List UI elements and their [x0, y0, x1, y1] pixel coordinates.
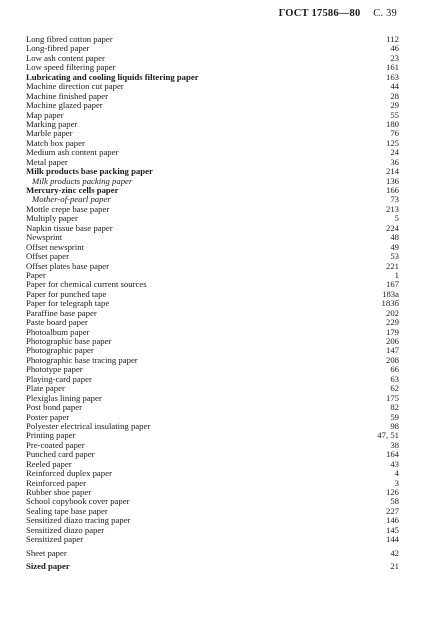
index-term: Printing paper — [26, 430, 76, 441]
index-reference-number: 213 — [385, 203, 399, 214]
index-reference-number: 202 — [385, 307, 399, 318]
index-term: Sensitized diazo paper — [26, 524, 105, 535]
index-reference-number: 47, 51 — [377, 430, 399, 441]
index-reference-number: 76 — [390, 128, 399, 139]
index-reference-number: 145 — [385, 524, 399, 535]
index-reference-number: 180 — [385, 118, 399, 129]
index-reference-number: 125 — [385, 137, 399, 148]
index-reference-number: 55 — [390, 109, 399, 120]
index-reference-number: 3 — [394, 477, 399, 488]
index-reference-number: 28 — [390, 90, 399, 101]
index-term: Milk products packing paper — [32, 175, 133, 186]
index-reference-number: 4 — [394, 468, 399, 479]
term-index-list — [0, 35, 427, 572]
index-reference-number: 214 — [385, 166, 399, 177]
index-row — [0, 535, 427, 544]
index-term: Sized paper — [26, 561, 70, 572]
index-term: Plate paper — [26, 383, 65, 394]
index-term: Rubber shoe paper — [26, 487, 92, 497]
index-term: Post bond paper — [26, 402, 82, 413]
index-reference-number: 229 — [385, 317, 399, 328]
index-reference-number: 63 — [390, 373, 399, 384]
index-term: Pre-coated paper — [26, 439, 85, 450]
index-reference-number: 46 — [390, 43, 399, 54]
index-term: Medium ash content paper — [26, 147, 119, 158]
index-term: Marking paper — [26, 118, 78, 129]
index-reference-number: 53 — [390, 251, 399, 262]
index-term: School copybook cover paper — [26, 496, 130, 507]
index-term: Offset newsprint — [26, 241, 84, 252]
index-term: Poster paper — [26, 411, 70, 422]
index-row — [0, 562, 427, 571]
index-reference-number: 112 — [386, 34, 399, 44]
index-reference-number: 58 — [390, 496, 399, 507]
index-reference-number: 42 — [390, 547, 399, 558]
index-reference-number: 48 — [390, 232, 399, 243]
standard-designation: ГОСТ 17586—80 — [278, 8, 361, 19]
index-term: Offset paper — [26, 251, 70, 262]
index-term: Playing-card paper — [26, 373, 92, 384]
index-reference-number: 175 — [385, 392, 399, 403]
index-term: Paper — [26, 269, 46, 280]
index-row — [0, 549, 427, 558]
index-row — [0, 262, 427, 271]
index-reference-number: 136 — [385, 175, 399, 186]
index-reference-number: 62 — [390, 383, 399, 394]
index-term: Photographic base tracing paper — [26, 354, 138, 365]
index-reference-number: 164 — [385, 449, 399, 460]
index-reference-number: 1 — [394, 269, 399, 280]
index-term: Machine finished paper — [26, 90, 109, 101]
index-term: Punched card paper — [26, 449, 95, 460]
index-term: Machine direction cut paper — [26, 81, 124, 92]
index-reference-number: 206 — [385, 336, 399, 346]
index-reference-number: 43 — [390, 458, 399, 469]
index-term: Long-fibred paper — [26, 43, 90, 54]
index-term: Low ash content paper — [26, 52, 105, 63]
index-term: Napkin tissue base paper — [26, 222, 113, 233]
index-reference-number: 179 — [385, 326, 399, 337]
index-row — [0, 224, 427, 233]
index-term: Machine glazed paper — [26, 100, 103, 111]
index-term: Reinforced paper — [26, 477, 87, 488]
index-reference-number: 221 — [385, 260, 399, 271]
index-reference-number: 161 — [385, 62, 399, 73]
index-term: Newsprint — [26, 232, 63, 243]
index-reference-number: 38 — [390, 439, 399, 450]
index-reference-number: 224 — [385, 222, 399, 233]
index-reference-number: 36 — [390, 156, 399, 167]
index-reference-number: 5 — [394, 213, 399, 224]
index-reference-number: 166 — [385, 185, 399, 195]
index-reference-number: 183б — [381, 298, 399, 309]
index-term: Plexiglas lining paper — [26, 392, 102, 403]
index-term: Sheet paper — [26, 547, 67, 558]
index-term: Multiply paper — [26, 213, 78, 224]
index-reference-number: 24 — [390, 147, 399, 158]
index-reference-number: 73 — [390, 194, 399, 205]
index-term: Reeled paper — [26, 458, 72, 469]
index-reference-number: 144 — [385, 534, 399, 545]
index-reference-number: 29 — [390, 100, 399, 111]
index-reference-number: 98 — [390, 420, 399, 431]
index-term: Lubricating and cooling liquids filtering paper — [26, 71, 199, 82]
index-term: Sensitized diazo tracing paper — [26, 515, 131, 526]
index-term: Paraffine base paper — [26, 307, 97, 318]
index-reference-number: 49 — [390, 241, 399, 252]
index-term: Paste board paper — [26, 317, 88, 328]
index-reference-number: 147 — [385, 345, 399, 356]
index-term: Photoalbum paper — [26, 326, 90, 337]
index-reference-number: 227 — [385, 505, 399, 516]
index-term: Low speed filtering paper — [26, 62, 116, 73]
index-term: Map paper — [26, 109, 64, 120]
index-reference-number: 208 — [385, 354, 399, 365]
page-number: С. 39 — [373, 8, 397, 19]
page-header — [279, 8, 397, 19]
index-reference-number: 59 — [390, 411, 399, 422]
index-row — [0, 101, 427, 110]
index-reference-number: 146 — [385, 515, 399, 526]
index-reference-number: 163 — [385, 71, 399, 82]
index-reference-number: 183a — [382, 288, 399, 299]
index-term: Mother-of-pearl paper — [32, 194, 111, 205]
index-term: Phototype paper — [26, 364, 83, 375]
index-term: Long fibred cotton paper — [26, 34, 113, 44]
index-term: Reinforced duplex paper — [26, 468, 112, 479]
index-term: Match box paper — [26, 137, 85, 148]
index-term: Sealing tape base paper — [26, 505, 108, 516]
index-term: Metal paper — [26, 156, 68, 167]
index-reference-number: 21 — [390, 561, 399, 572]
index-term: Sensitized paper — [26, 534, 84, 545]
index-reference-number: 126 — [385, 487, 399, 497]
index-term: Photographic base paper — [26, 336, 112, 346]
index-term: Polyester electrical insulating paper — [26, 420, 151, 431]
index-term: Marble paper — [26, 128, 73, 139]
index-reference-number: 66 — [390, 364, 399, 375]
index-reference-number: 23 — [390, 52, 399, 63]
index-term: Paper for punched tape — [26, 288, 107, 299]
index-term: Milk products base packing paper — [26, 166, 153, 177]
index-reference-number: 82 — [390, 402, 399, 413]
index-term: Paper for telegraph tape — [26, 298, 110, 309]
index-term: Mottle crepe base paper — [26, 203, 110, 214]
index-reference-number: 44 — [390, 81, 399, 92]
index-term: Photographic paper — [26, 345, 94, 356]
index-reference-number: 167 — [385, 279, 399, 290]
index-term: Offset plates base paper — [26, 260, 110, 271]
index-term: Paper for chemical current sources — [26, 279, 147, 290]
index-term: Mercury-zinc cells paper — [26, 185, 119, 195]
